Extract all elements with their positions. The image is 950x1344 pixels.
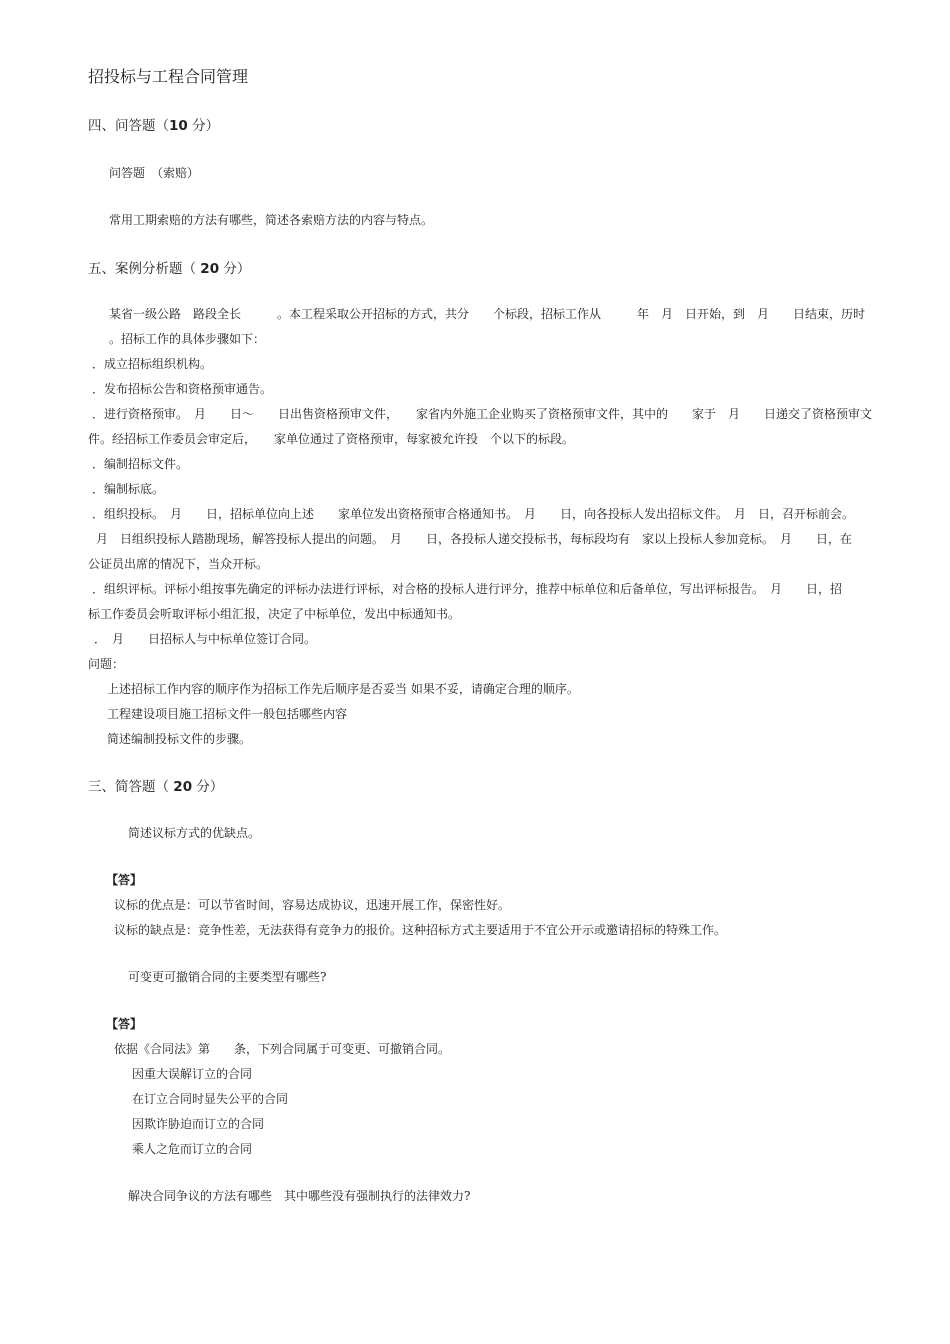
case-line: ．进行资格预审。 月 日～ 日出售资格预审文件， 家省内外施工企业购买了资格预审文件，其中的 家于 月 日递交了资格预审文 [92,407,873,421]
case-line: ．组织投标。 月 日，招标单位向上述 家单位发出资格预审合格通知书。 月 日，向各投标人发出招标文件。 月 日，召开标前会。 [92,507,855,521]
section-4-question-label: 问答题 （索赔） [109,166,200,180]
answer-line: 议标的优点是：可以节省时间，容易达成协议，迅速开展工作，保密性好。 [114,898,511,912]
answer-intro: 依据《合同法》第 条，下列合同属于可变更、可撤销合同。 [114,1042,451,1056]
section-5-score: 20 [200,261,220,277]
answer-item: 因欺诈胁迫而订立的合同 [132,1117,265,1131]
case-line: ．组织评标。评标小组按事先确定的评标办法进行评标，对合格的投标人进行评分，推荐中标单位和后备单位，写出评标报告。 月 日，招 [92,582,843,596]
answer-label-2: 【答】 [106,1017,143,1031]
case-question: 简述编制投标文件的步骤。 [107,732,252,746]
case-line: ．发布招标公告和资格预审通告。 [92,382,273,396]
case-line: 标工作委员会听取评标小组汇报，决定了中标单位，发出中标通知书。 [88,607,461,621]
answer-item: 乘人之危而订立的合同 [132,1142,253,1156]
section-3-heading: 三、简答题（ 20 分） [88,779,224,795]
case-line: ．编制标底。 [92,482,165,496]
case-line: 月 日组织投标人踏勘现场，解答投标人提出的问题。 月 日，各投标人递交投标书，每标段均有 家以上投标人参加竞标。 月 日，在 [96,532,853,546]
section-3-score: 20 [173,779,193,795]
case-line: 。招标工作的具体步骤如下： [109,332,266,346]
answer-item: 因重大误解订立的合同 [132,1067,253,1081]
questions-label: 问题： [88,657,125,671]
case-question: 上述招标工作内容的顺序作为招标工作先后顺序是否妥当 如果不妥，请确定合理的顺序。 [107,682,579,696]
case-question: 工程建设项目施工招标文件一般包括哪些内容 [107,707,348,721]
case-line: ． 月 日招标人与中标单位签订合同。 [94,632,317,646]
answer-item: 在订立合同时显失公平的合同 [132,1092,289,1106]
document-title: 招投标与工程合同管理 [88,67,249,86]
section-5-heading: 五、案例分析题（ 20 分） [88,261,251,277]
answer-line: 议标的缺点是：竞争性差，无法获得有竞争力的报价。这种招标方式主要适用于不宜公开示或邀请招标的特殊工作。 [114,923,727,937]
answer-label-1: 【答】 [106,873,143,887]
case-line: 某省一级公路 路段全长 。本工程采取公开招标的方式，共分 个标段，招标工作从 年 月 日开始，到 月 日结束，历时 [109,307,866,321]
section-4-question-text: 常用工期索赔的方法有哪些，简述各索赔方法的内容与特点。 [109,213,434,227]
case-line: ．成立招标组织机构。 [92,357,213,371]
section-4-score: 10 [169,118,188,134]
section-4-heading: 四、问答题（10 分） [88,118,220,134]
short-question-1: 简述议标方式的优缺点。 [128,826,261,840]
case-line: 公证员出席的情况下，当众开标。 [88,557,269,571]
case-line: 件。经招标工作委员会审定后， 家单位通过了资格预审，每家被允许投 个以下的标段。 [88,432,575,446]
short-question-3: 解决合同争议的方法有哪些 其中哪些没有强制执行的法律效力? [128,1189,471,1203]
short-question-2: 可变更可撤销合同的主要类型有哪些? [128,970,327,984]
case-line: ．编制招标文件。 [92,457,189,471]
